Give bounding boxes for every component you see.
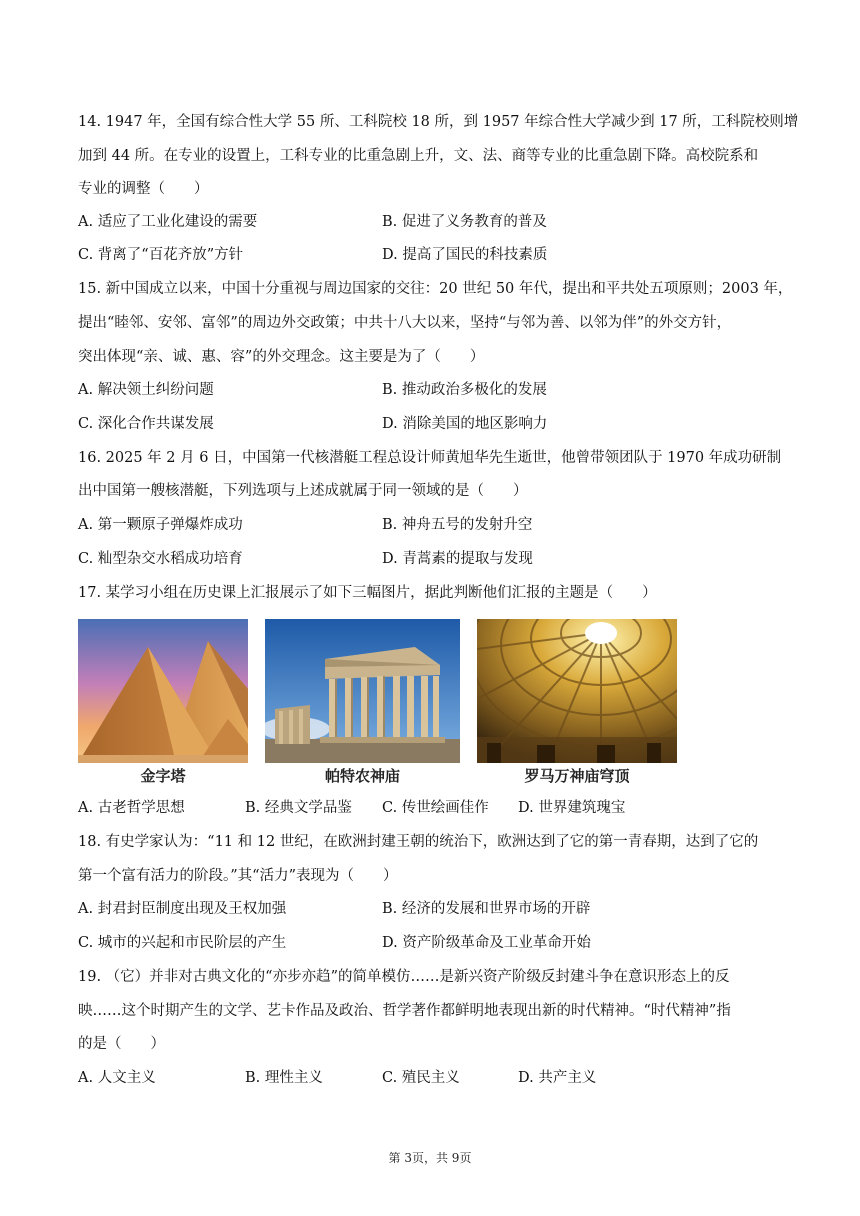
page-number-footer: 第 3页，共 9页: [388, 1151, 472, 1165]
q15-stem-line2: 提出“睦邻、安邻、富邻”的周边外交政策；中共十八大以来，坚持“与邻为善、以邻为伴”的外交方针，: [78, 315, 732, 331]
q19-option-d[interactable]: D. 共产主义: [518, 1070, 597, 1086]
q14-option-c[interactable]: C. 背离了“百花齐放”方针: [78, 247, 244, 263]
q19-stem-line3: 的是（ ）: [78, 1036, 165, 1052]
q15-stem-line1: 15. 新中国成立以来，中国十分重视与周边国家的交往：20 世纪 50 年代，提出和平共处五项原则；2003 年，: [78, 281, 793, 297]
q14-stem-line3: 专业的调整（ ）: [78, 181, 209, 197]
q18-option-a[interactable]: A. 封君封臣制度出现及王权加强: [78, 901, 287, 917]
q16-option-c[interactable]: C. 籼型杂交水稻成功培育: [78, 551, 243, 567]
parthenon-caption: 帕特农神庙: [324, 767, 400, 785]
parthenon-image: [265, 619, 460, 763]
q15-option-d[interactable]: D. 消除美国的地区影响力: [382, 416, 548, 432]
q16-stem-line1: 16. 2025 年 2 月 6 日，中国第一代核潜艇工程总设计师黄旭华先生逝世，他曾带领团队于 1970 年成功研制: [78, 450, 782, 466]
q15-option-a[interactable]: A. 解决领土纠纷问题: [78, 382, 214, 398]
q14-option-b[interactable]: B. 促进了义务教育的普及: [382, 214, 547, 230]
pantheon-dome-caption: 罗马万神庙穹顶: [524, 767, 630, 785]
q17-option-d[interactable]: D. 世界建筑瑰宝: [518, 800, 626, 816]
q19-option-c[interactable]: C. 殖民主义: [382, 1070, 460, 1086]
q15-stem-line3: 突出体现“亲、诚、惠、容”的外交理念。这主要是为了（ ）: [78, 349, 485, 365]
q15-option-b[interactable]: B. 推动政治多极化的发展: [382, 382, 547, 398]
q19-stem-line1: 19. （它）并非对古典文化的“亦步亦趋”的简单模仿……是新兴资产阶级反封建斗争在意识形态上的反: [78, 969, 730, 985]
q15-option-c[interactable]: C. 深化合作共谋发展: [78, 416, 214, 432]
q17-option-b[interactable]: B. 经典文学品鉴: [245, 800, 352, 816]
q14-option-a[interactable]: A. 适应了工业化建设的需要: [78, 214, 258, 230]
q16-stem-line2: 出中国第一艘核潜艇，下列选项与上述成就属于同一领域的是（ ）: [78, 483, 528, 499]
pantheon-dome-image: [477, 619, 677, 763]
q17-stem-line1: 17. 某学习小组在历史课上汇报展示了如下三幅图片，据此判断他们汇报的主题是（ ）: [78, 585, 657, 601]
q14-option-d[interactable]: D. 提高了国民的科技素质: [382, 247, 548, 263]
q19-option-b[interactable]: B. 理性主义: [245, 1070, 323, 1086]
q18-option-d[interactable]: D. 资产阶级革命及工业革命开始: [382, 935, 591, 951]
q19-option-a[interactable]: A. 人文主义: [78, 1070, 156, 1086]
q16-option-b[interactable]: B. 神舟五号的发射升空: [382, 517, 533, 533]
q14-stem-line2: 加到 44 所。在专业的设置上，工科专业的比重急剧上升，文、法、商等专业的比重急剧下降。高校院系和: [78, 148, 759, 164]
q18-stem-line1: 18. 有史学家认为：“11 和 12 世纪，在欧洲封建王朝的统治下，欧洲达到了它的第一青春期，达到了它的: [78, 834, 759, 850]
q18-option-b[interactable]: B. 经济的发展和世界市场的开辟: [382, 901, 591, 917]
q16-option-a[interactable]: A. 第一颗原子弹爆炸成功: [78, 517, 243, 533]
q18-option-c[interactable]: C. 城市的兴起和市民阶层的产生: [78, 935, 287, 951]
q18-stem-line2: 第一个富有活力的阶段。”其“活力”表现为（ ）: [78, 868, 398, 884]
q14-stem-line1: 14. 1947 年，全国有综合性大学 55 所、工科院校 18 所，到 1957 年综合性大学减少到 17 所，工科院校则增: [78, 114, 799, 130]
q17-option-c[interactable]: C. 传世绘画佳作: [382, 800, 489, 816]
q19-stem-line2: 映……这个时期产生的文学、艺卡作品及政治、哲学著作都鲜明地表现出新的时代精神。“时代精神”指: [78, 1003, 731, 1019]
pyramid-caption: 金字塔: [140, 767, 186, 785]
q16-option-d[interactable]: D. 青蒿素的提取与发现: [382, 551, 533, 567]
q17-option-a[interactable]: A. 古老哲学思想: [78, 800, 185, 816]
pyramid-image: [78, 619, 248, 763]
